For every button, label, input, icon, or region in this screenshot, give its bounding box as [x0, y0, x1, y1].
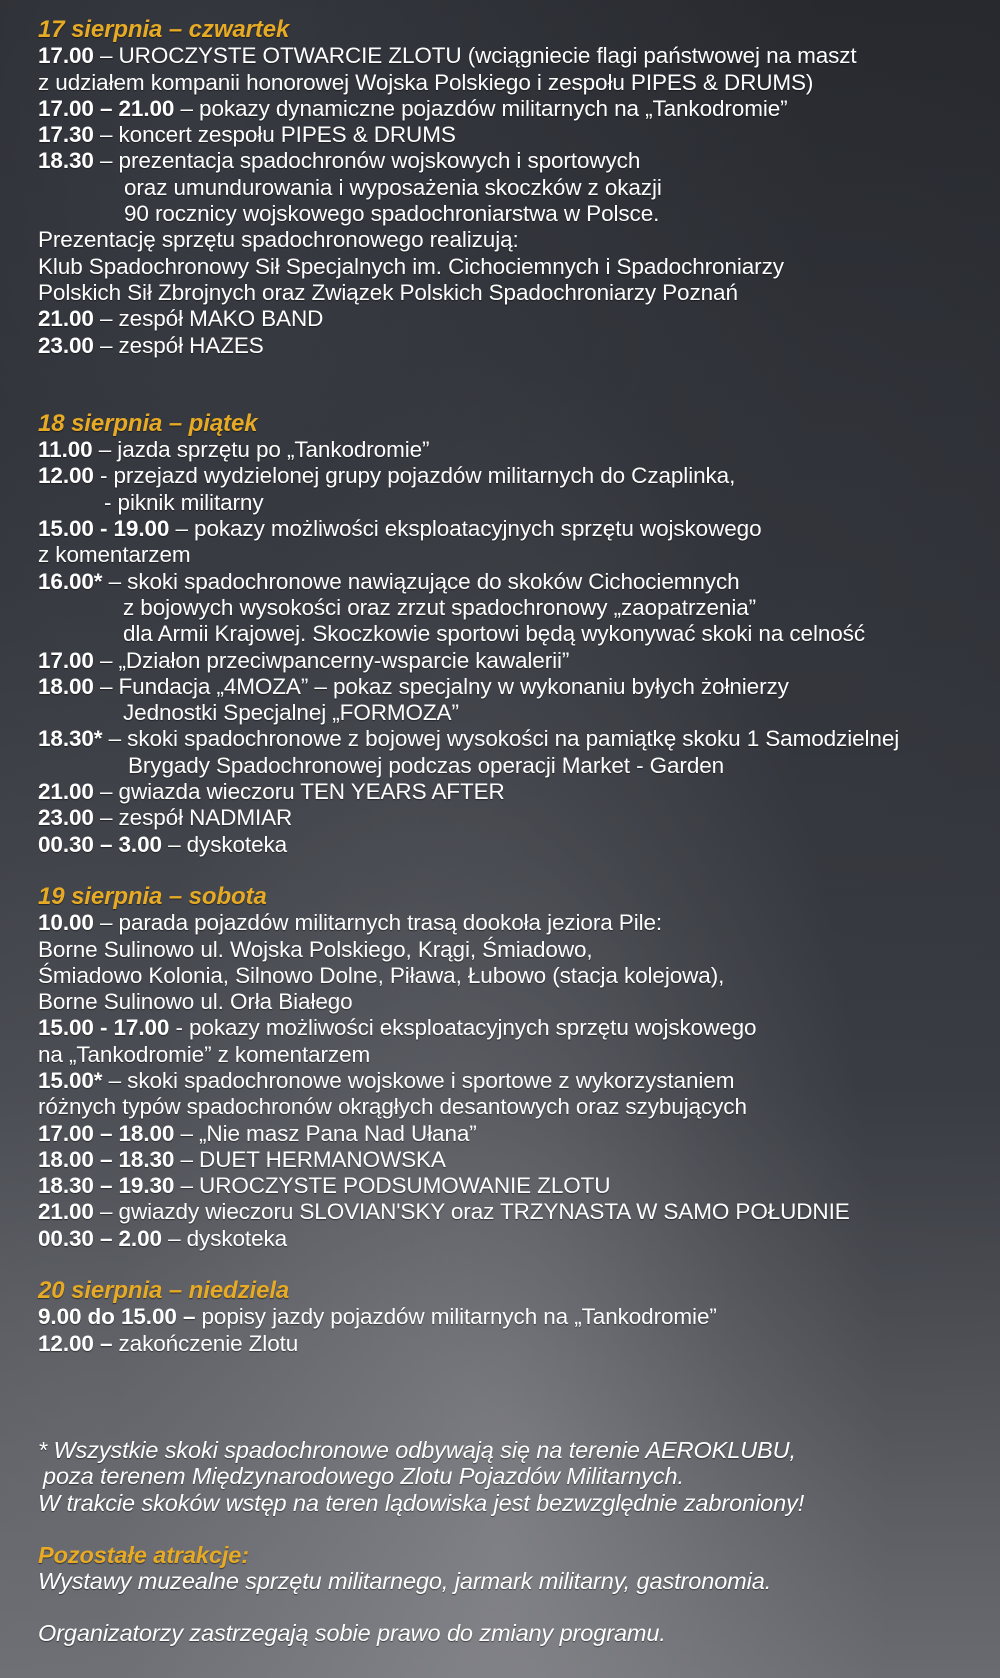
- entry-time: 17.00 – 21.00: [38, 95, 175, 121]
- entry-text: zakończenie Zlotu: [112, 1330, 299, 1356]
- schedule-entry: [38, 1304, 968, 1330]
- schedule-entry: [38, 43, 968, 69]
- entry-text: – dyskoteka: [161, 831, 288, 857]
- schedule-entry: [38, 1015, 968, 1041]
- entry-continuation: - piknik militarny: [104, 489, 264, 515]
- entry-time: 17.00 – 18.00: [38, 1120, 175, 1146]
- schedule-entry: [38, 832, 968, 858]
- entry-time: 11.00: [38, 437, 93, 463]
- entry-time: 12.00 –: [38, 1330, 113, 1356]
- entry-text: - przejazd wydzielonej grupy pojazdów militarnych do Czaplinka,: [93, 463, 736, 489]
- schedule-entry: [38, 1173, 968, 1199]
- entry-text: – skoki spadochronowe nawiązujące do skoków Cichociemnych: [102, 568, 740, 594]
- entry-continuation: Borne Sulinowo ul. Orła Białego: [38, 989, 353, 1015]
- entry-continuation: na „Tankodromie” z komentarzem: [38, 1041, 371, 1067]
- entry-time: 15.00*: [38, 1067, 103, 1093]
- entry-time: 18.00: [38, 673, 94, 699]
- entry-text: – prezentacja spadochronów wojskowych i sportowych: [93, 148, 641, 174]
- entry-time: 9.00 do 15.00 –: [38, 1304, 196, 1330]
- entry-text: – UROCZYSTE PODSUMOWANIE ZLOTU: [174, 1173, 611, 1199]
- entry-time: 18.30 – 19.30: [38, 1173, 175, 1199]
- entry-text: – pokazy dynamiczne pojazdów militarnych na „Tankodromie”: [174, 95, 788, 121]
- schedule-entry: [38, 910, 968, 936]
- entry-time: 17.00: [38, 43, 94, 69]
- entry-text: – skoki spadochronowe wojskowe i sportowe z wykorzystaniem: [102, 1067, 735, 1093]
- attractions-text: Wystawy muzealne sprzętu militarnego, jarmark militarny, gastronomia.: [38, 1568, 772, 1595]
- schedule-entry: [38, 569, 968, 595]
- entry-text: – „Działon przeciwpancerny-wsparcie kawalerii”: [93, 647, 570, 673]
- entry-continuation: różnych typów spadochronów okrągłych desantowych oraz szybujących: [38, 1094, 747, 1120]
- entry-time: 18.30: [38, 148, 94, 174]
- entry-text: – „Nie masz Pana Nad Ułana”: [174, 1120, 477, 1146]
- parachute-note: poza terenem Międzynarodowego Zlotu Pojazdów Militarnych.: [43, 1463, 684, 1490]
- schedule-entry: [38, 805, 968, 831]
- entry-text: - pokazy możliwości eksploatacyjnych sprzętu wojskowego: [169, 1015, 757, 1041]
- presentation-note: Klub Spadochronowy Sił Specjalnych im. Cichociemnych i Spadochroniarzy: [38, 253, 784, 279]
- entry-text: – Fundacja „4MOZA” – pokaz specjalny w wykonaniu byłych żołnierzy: [93, 673, 789, 699]
- day-heading-18: 18 sierpnia – piątek: [38, 409, 258, 437]
- entry-text: – gwiazda wieczoru TEN YEARS AFTER: [93, 779, 505, 805]
- schedule-entry: [38, 1068, 968, 1094]
- entry-time: 21.00: [38, 1199, 94, 1225]
- presentation-note: Prezentację sprzętu spadochronowego realizują:: [38, 227, 519, 253]
- entry-continuation: Jednostki Specjalnej „FORMOZA”: [123, 700, 459, 726]
- entry-time: 23.00: [38, 332, 94, 358]
- entry-text: – pokazy możliwości eksploatacyjnych sprzętu wojskowego: [169, 516, 762, 542]
- entry-time: 00.30 – 2.00: [38, 1225, 162, 1251]
- entry-time: 00.30 – 3.00: [38, 831, 162, 857]
- entry-text: – dyskoteka: [161, 1225, 288, 1251]
- schedule-entry: [38, 1121, 968, 1147]
- entry-text: popisy jazdy pojazdów militarnych na „Tankodromie”: [195, 1304, 717, 1330]
- schedule-entry: [38, 516, 968, 542]
- parachute-note: W trakcie skoków wstęp na teren lądowiska jest bezwzględnie zabroniony!: [38, 1489, 805, 1516]
- disclaimer: Organizatorzy zastrzegają sobie prawo do zmiany programu.: [38, 1620, 666, 1647]
- entry-continuation: Śmiadowo Kolonia, Silnowo Dolne, Piława, Łubowo (stacja kolejowa),: [38, 962, 725, 988]
- schedule-entry: [38, 648, 968, 674]
- entry-text: – zespół HAZES: [93, 332, 264, 358]
- entry-continuation: oraz umundurowania i wyposażenia skoczków z okazji: [124, 174, 662, 200]
- entry-continuation: 90 rocznicy wojskowego spadochroniarstwa w Polsce.: [124, 201, 660, 227]
- entry-continuation: z udziałem kompanii honorowej Wojska Polskiego i zespołu PIPES & DRUMS): [38, 69, 814, 95]
- entry-text: – parada pojazdów militarnych trasą dookoła jeziora Pile:: [93, 910, 663, 936]
- entry-text: – koncert zespołu PIPES & DRUMS: [93, 122, 456, 148]
- day-heading-17: 17 sierpnia – czwartek: [38, 16, 290, 43]
- entry-time: 18.00 – 18.30: [38, 1146, 175, 1172]
- schedule-entry: [38, 726, 968, 752]
- entry-text: – skoki spadochronowe z bojowej wysokości na pamiątkę skoku 1 Samodzielnej: [102, 726, 900, 752]
- schedule-entry: [38, 306, 968, 332]
- day-heading-19: 19 sierpnia – sobota: [38, 882, 267, 910]
- entry-text: – zespół MAKO BAND: [93, 306, 324, 332]
- entry-time: 15.00 - 17.00: [38, 1015, 170, 1041]
- parachute-note: * Wszystkie skoki spadochronowe odbywają się na terenie AEROKLUBU,: [38, 1436, 796, 1463]
- schedule-entry: [38, 674, 968, 700]
- entry-text: – jazda sprzętu po „Tankodromie”: [92, 437, 430, 463]
- schedule-entry: [38, 333, 968, 359]
- entry-text: – gwiazdy wieczoru SLOVIAN'SKY oraz TRZYNASTA W SAMO POŁUDNIE: [93, 1199, 850, 1225]
- schedule-entry: [38, 148, 968, 174]
- day-heading-20: 20 sierpnia – niedziela: [38, 1277, 290, 1305]
- entry-continuation: z bojowych wysokości oraz zrzut spadochronowy „zaopatrzenia”: [123, 594, 757, 620]
- schedule-entry: [38, 1199, 968, 1225]
- entry-time: 17.00: [38, 647, 94, 673]
- entry-text: – zespół NADMIAR: [93, 805, 293, 831]
- schedule-entry: [38, 463, 968, 489]
- entry-time: 17.30: [38, 122, 94, 148]
- schedule-entry: [38, 96, 968, 122]
- entry-continuation: dla Armii Krajowej. Skoczkowie sportowi będą wykonywać skoki na celność: [123, 621, 865, 647]
- entry-time: 21.00: [38, 779, 94, 805]
- entry-time: 12.00: [38, 463, 94, 489]
- entry-time: 10.00: [38, 910, 94, 936]
- entry-time: 15.00 - 19.00: [38, 516, 170, 542]
- entry-time: 23.00: [38, 805, 94, 831]
- schedule-entry: [38, 1147, 968, 1173]
- entry-text: – DUET HERMANOWSKA: [174, 1146, 446, 1172]
- schedule-entry: [38, 437, 968, 463]
- event-program: [38, 17, 968, 1647]
- schedule-entry: [38, 1331, 968, 1357]
- schedule-entry: [38, 122, 968, 148]
- entry-continuation: Borne Sulinowo ul. Wojska Polskiego, Krągi, Śmiadowo,: [38, 936, 593, 962]
- entry-time: 16.00*: [38, 568, 103, 594]
- entry-continuation: Brygady Spadochronowej podczas operacji Market - Garden: [128, 752, 725, 778]
- attractions-heading: Pozostałe atrakcje:: [38, 1541, 250, 1568]
- entry-time: 21.00: [38, 306, 94, 332]
- entry-continuation: z komentarzem: [38, 542, 191, 568]
- schedule-entry: [38, 1226, 968, 1252]
- presentation-note: Polskich Sił Zbrojnych oraz Związek Polskich Spadochroniarzy Poznań: [38, 279, 738, 305]
- schedule-entry: [38, 779, 968, 805]
- entry-time: 18.30*: [38, 726, 103, 752]
- entry-text: – UROCZYSTE OTWARCIE ZLOTU (wciągniecie flagi państwowej na maszt: [93, 43, 857, 69]
